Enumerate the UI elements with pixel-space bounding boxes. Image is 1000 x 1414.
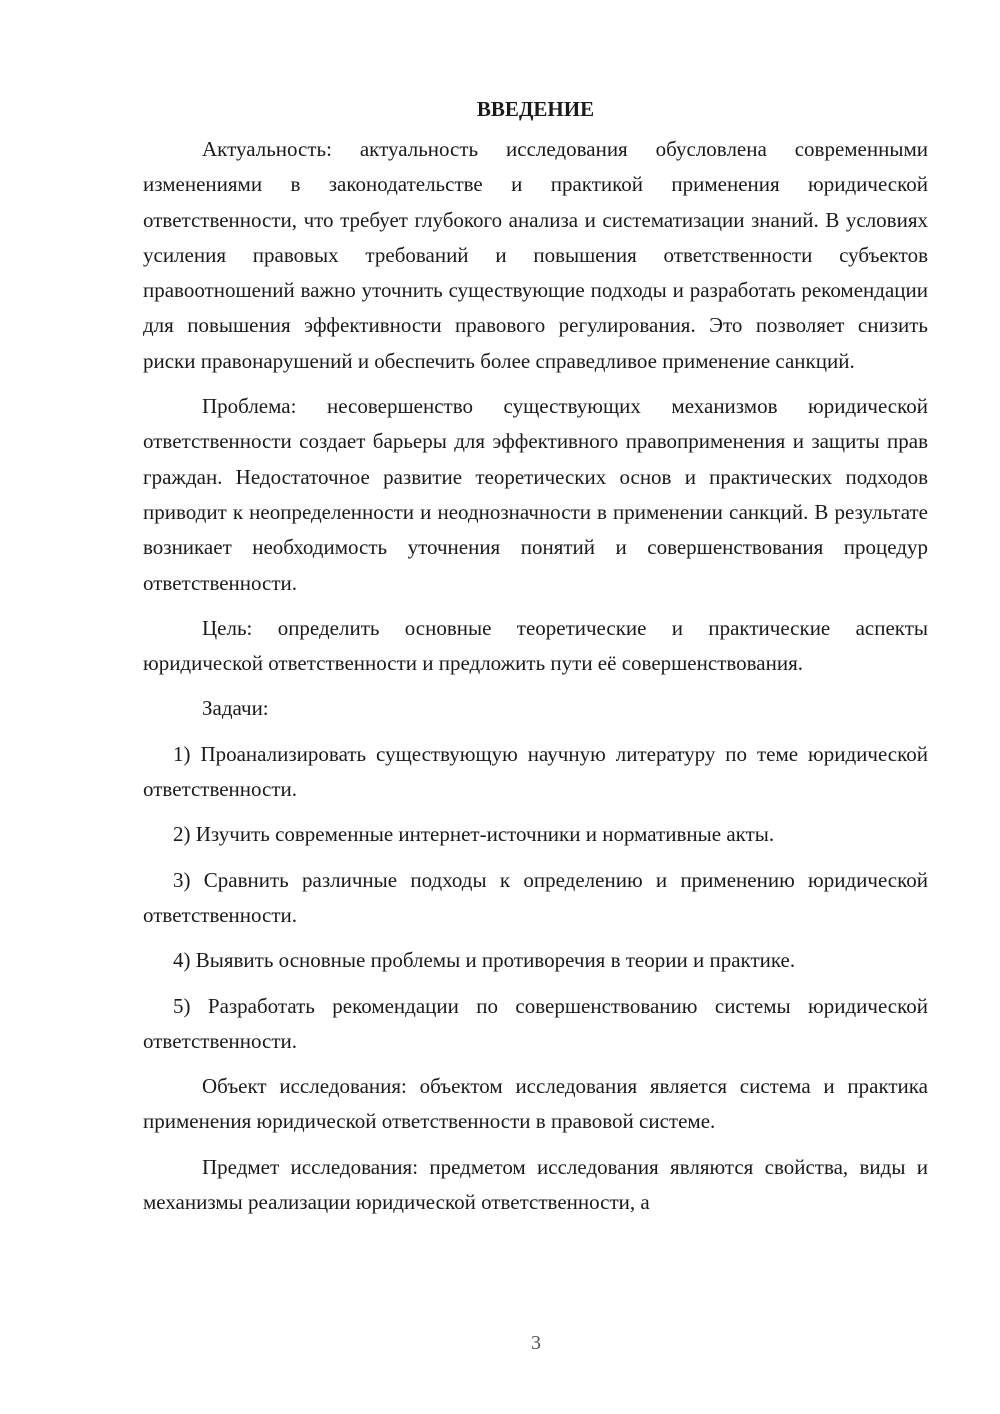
task-item-1: 1) Проанализировать существующую научную литературу по теме юридической ответственности. xyxy=(143,741,928,802)
task-item-5: 5) Разработать рекомендации по совершенствованию системы юридической ответственности. xyxy=(143,993,928,1053)
task-item-3: 3) Сравнить различные подходы к определению и применению юридической ответственности. xyxy=(143,867,928,927)
document-page xyxy=(143,92,928,1230)
problem-paragraph: Проблема: несовершенство существующих механизмов юридической ответственности создает барьеры для эффективного правоприменения и защиты прав граждан. Недостаточное развитие теоретических основ и практических подходов приводит к неопределенности и неоднозначности в применении санкций. В результате возникает необходимость уточнения понятий и совершенствования процедур ответственности. xyxy=(143,394,928,595)
page-number: 3 xyxy=(531,1332,541,1354)
subject-paragraph: Предмет исследования: предметом исследования являются свойства, виды и механизмы реализации юридической ответственности, а xyxy=(143,1154,928,1215)
object-paragraph: Объект исследования: объектом исследования является система и практика применения юридической ответственности в правовой системе. xyxy=(143,1074,928,1134)
task-item-4: 4) Выявить основные проблемы и противоречия в теории и практике. xyxy=(173,948,796,973)
tasks-label: Задачи: xyxy=(202,696,269,721)
relevance-paragraph: Актуальность: актуальность исследования обусловлена современными изменениями в законодательстве и практикой применения юридической ответственности, что требует глубокого анализа и систематизации знаний. В условиях усиления правовых требований и повышения ответственности субъектов правоотношений важно уточнить существующие подходы и разработать рекомендации для повышения эффективности правового регулирования. Это позволяет снизить риски правонарушений и обеспечить более справедливое применение санкций. xyxy=(143,137,928,373)
goal-paragraph: Цель: определить основные теоретические и практические аспекты юридической ответственности и предложить пути её совершенствования. xyxy=(143,615,928,676)
page-title: ВВЕДЕНИЕ xyxy=(476,97,595,121)
task-item-2: 2) Изучить современные интернет-источники и нормативные акты. xyxy=(173,822,775,847)
